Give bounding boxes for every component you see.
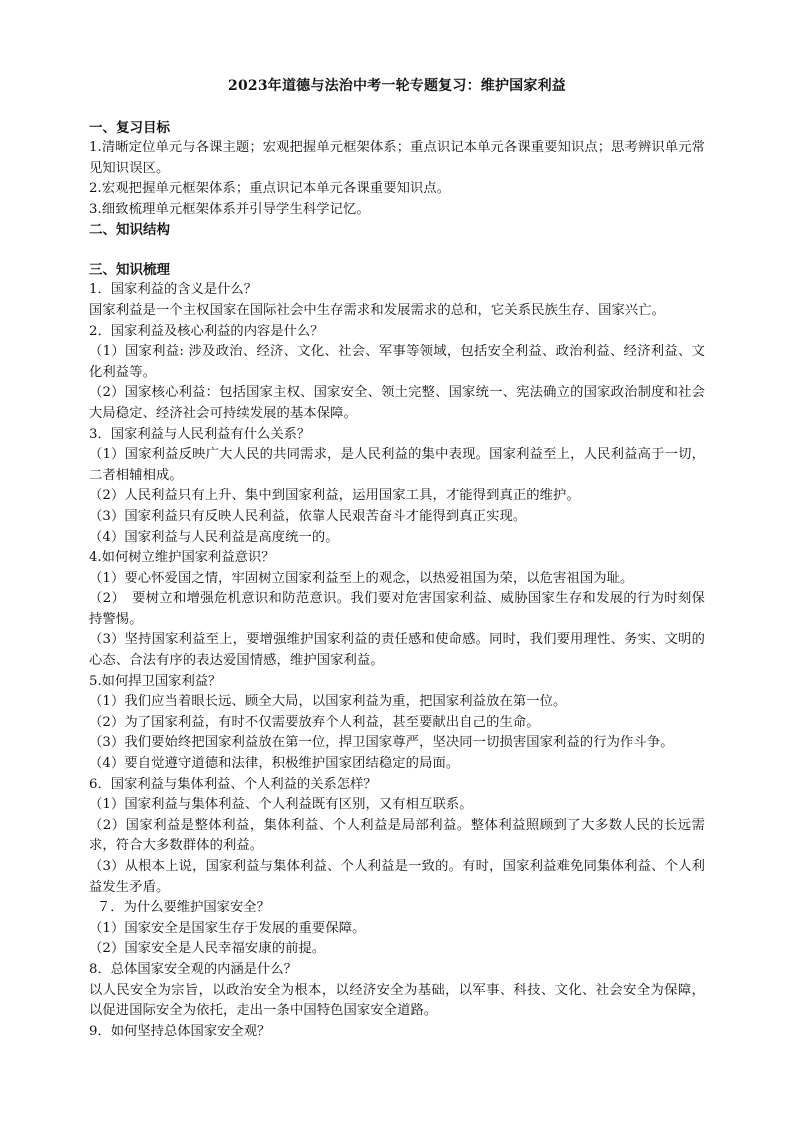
question: 9．如何坚持总体国家安全观？ — [89, 1023, 271, 1039]
answer: （4）要自觉遵守道德和法律，积极维护国家团结稳定的局面。 — [89, 756, 460, 772]
question: 1．国家利益的含义是什么？ — [89, 282, 258, 298]
answer: 国家利益是一个主权国家在国际社会中生存需求和发展需求的总和，它关系民族生存、国家兴亡。 — [89, 302, 666, 318]
answer: （3）国家利益只有反映人民利益，依靠人民艰苦奋斗才能得到真正实现。 — [89, 508, 527, 524]
question: 5.如何捍卫国家利益？ — [89, 673, 222, 689]
section-heading-structure: 二、知识结构 — [89, 222, 170, 239]
section-heading-goals: 一、复习目标 — [89, 120, 170, 136]
question: 4.如何树立维护国家利益意识？ — [89, 550, 275, 566]
document-title: 2023年道德与法治中考一轮专题复习：维护国家利益 — [228, 78, 566, 94]
answer: （1）我们应当着眼长远、顾全大局，以国家利益为重，把国家利益放在第一位。 — [89, 694, 567, 710]
answer: （2）为了国家利益，有时不仅需要放弃个人利益，甚至要献出自己的生命。 — [89, 714, 540, 730]
answer: 以人民安全为宗旨，以政治安全为根本，以经济安全为基础，以军事、科技、文化、社会安全为保障，以促进国际安全为依托，走出一条中国特色国家安全道路。 — [89, 982, 705, 1019]
question: 6．国家利益与集体利益、个人利益的关系怎样？ — [89, 776, 377, 792]
section-structure — [89, 220, 705, 260]
answer: （2）国家安全是人民幸福安康的前提。 — [89, 941, 326, 957]
answer: （2）国家核心利益：包括国家主权、国家安全、领土完整、国家统一、宪法确立的国家政治制度和社会大局稳定、经济社会可持续发展的基本保障。 — [89, 385, 705, 421]
question: 2．国家利益及核心利益的内容是什么？ — [89, 323, 324, 339]
question: 3．国家利益与人民利益有什么关系？ — [89, 426, 311, 442]
answer: （1）要心怀爱国之情，牢固树立国家利益至上的观念，以热爱祖国为荣，以危害祖国为耻。 — [89, 570, 634, 586]
answer: （3）坚持国家利益至上，要增强维护国家利益的责任感和使命感。同时，我们要用理性、务实、文明的心态、合法有序的表达爱国情感，维护国家利益。 — [89, 632, 705, 669]
question: ７．为什么要维护国家安全？ — [97, 900, 270, 916]
document-page — [89, 76, 705, 1042]
answer: （3）从根本上说，国家利益与集体利益、个人利益是一致的。有时，国家利益难免同集体利益、个人利益发生矛盾。 — [89, 859, 705, 895]
goal-item: 2.宏观把握单元框架体系；重点识记本单元各课重要知识点。 — [89, 181, 451, 197]
goal-item: 1.清晰定位单元与各课主题；宏观把握单元框架体系；重点识记本单元各课重要知识点；思考辨识单元常见知识误区。 — [89, 140, 705, 176]
answer: （2） 要树立和增强危机意识和防范意识。我们要对危害国家利益、威胁国家生存和发展的行为时刻保持警惕。 — [89, 591, 705, 627]
question: 8．总体国家安全观的内涵是什么？ — [89, 961, 297, 977]
answer: （1）国家安全是国家生存于发展的重要保障。 — [89, 920, 366, 936]
section-heading-review: 三、知识梳理 — [89, 262, 170, 279]
answer: （1）国家利益: 涉及政治、经济、文化、社会、军事等领域，包括安全利益、政治利益、经济利益、文化利益等。 — [89, 344, 705, 380]
answer: （4）国家利益与人民利益是高度统一的。 — [89, 529, 339, 545]
goal-item: 3.细致梳理单元框架体系并引导学生科学记忆。 — [89, 201, 370, 217]
answer: （1）国家利益反映广大人民的共同需求，是人民利益的集中表现。国家利益至上，人民利益高于一切，二者相辅相成。 — [89, 447, 705, 483]
blank-space — [89, 240, 705, 260]
section-goals — [89, 118, 705, 220]
answer: （1）国家利益与集体利益、个人利益既有区别，又有相互联系。 — [89, 797, 473, 813]
answer: （2）国家利益是整体利益，集体利益、个人利益是局部利益。整体利益照顾到了大多数人民的长远需求，符合大多数群体的利益。 — [89, 817, 705, 854]
answer: （2）人民利益只有上升、集中到国家利益，运用国家工具，才能得到真正的维护。 — [89, 488, 580, 504]
answer: （3）我们要始终把国家利益放在第一位，捍卫国家尊严，坚决同一切损害国家利益的行为作斗争。 — [89, 735, 674, 751]
section-review — [89, 260, 705, 1042]
